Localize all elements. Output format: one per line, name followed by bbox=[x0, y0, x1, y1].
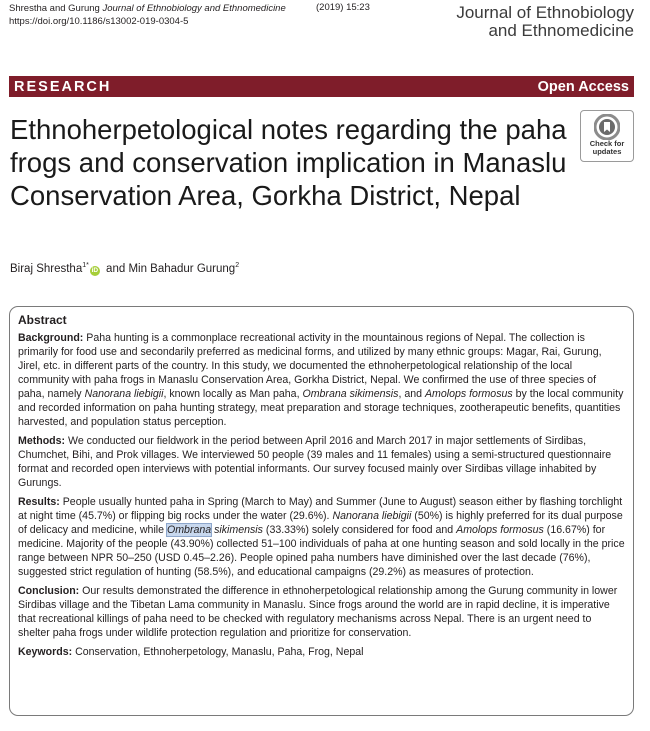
journal-name bbox=[456, 4, 634, 40]
citation-header bbox=[9, 2, 286, 28]
keywords-text: Conservation, Ethnoherpetology, Manaslu, Paha, Frog, Nepal bbox=[72, 646, 364, 658]
species-name: sikimensis bbox=[211, 524, 263, 536]
badge-line1: Check for bbox=[589, 139, 625, 148]
check-for-updates-badge[interactable] bbox=[580, 110, 634, 162]
abstract-background bbox=[18, 331, 625, 429]
journal-name-line1: Journal of Ethnobiology bbox=[456, 3, 634, 22]
species-name: Ombrana sikimensis bbox=[302, 388, 399, 400]
citation-year-volume: (2019) 15:23 bbox=[316, 2, 370, 13]
abstract-keywords bbox=[18, 645, 625, 659]
citation-journal: Journal of Ethnobiology and Ethnomedicine bbox=[102, 3, 286, 14]
species-name: Nanorana liebigii bbox=[84, 388, 164, 400]
author-name[interactable]: Min Bahadur Gurung bbox=[128, 262, 236, 275]
results-text: (50%) is highly preferred for its dual purpose of delicacy and medicine, while bbox=[18, 510, 623, 536]
results-label: Results: bbox=[18, 496, 60, 508]
author-conjunction: and bbox=[102, 262, 129, 275]
section-label: RESEARCH bbox=[14, 78, 112, 95]
keywords-label: Keywords: bbox=[18, 646, 73, 658]
abstract-heading: Abstract bbox=[18, 313, 67, 327]
open-access-label: Open Access bbox=[537, 78, 629, 95]
citation-authors: Shrestha and Gurung bbox=[9, 3, 100, 14]
article-title: Ethnoherpetological notes regarding the paha frogs and conservation implication in Manaslu Conservation Area, Gorkha District, Nepal bbox=[10, 114, 567, 211]
doi-link[interactable]: https://doi.org/10.1186/s13002-019-0304-5 bbox=[9, 16, 189, 27]
conclusion-label: Conclusion: bbox=[18, 585, 80, 597]
highlighted-text-selection[interactable]: Ombrana bbox=[166, 524, 212, 536]
orcid-icon[interactable]: iD bbox=[91, 266, 99, 274]
badge-line2: updates bbox=[592, 147, 622, 156]
results-text: People usually hunted paha in Spring (March to May) and Summer (June to August) season either by flashing torchlight at night time (45.7%) or flipping big rocks under the water (29.6%). bbox=[18, 496, 623, 522]
methods-text: We conducted our fieldwork in the period between April 2016 and March 2017 in major settlements of Sirdibas, Chumchet, Bihi, and Prok villages. We interviewed 50 people (39 males and 11 females) using a semi-structured questionnaire format and recorded open interviews with potential informants. Our survey focused mainly over Sirdibas village inhabited by Gurungs. bbox=[18, 435, 612, 489]
species-name: Amolops formosus bbox=[456, 524, 544, 536]
background-text: Paha hunting is a commonplace recreational activity in the mountainous regions of Nepal. The collection is primarily for food use and secondarily preferred as medicinal forms, and utilized by many ethnic groups: Magar, Rai, Gurung, Jirel, etc. in different parts of the country. In this study, we documented the ethnoherpetological relationship of the local community with paha frogs in Manaslu Conservation Area, Gorkha District, Nepal. We confirmed the use of three species of paha, namely bbox=[18, 332, 602, 400]
check-for-updates-label bbox=[581, 140, 633, 156]
journal-name-line2: and Ethnomedicine bbox=[488, 21, 634, 40]
results-text: (16.67%) for medicine. Majority of the people (43.90%) collected 51–100 individuals of paha at one hunting season and sold locally in the price range between NPR 50–250 (USD 0.45–2.26). People opined paha numbers have diminished over the last decade (76%), suggested strict regulation of hunting (58.5%), and educational campaigns (29.2%) as measures of protection. bbox=[18, 524, 625, 578]
species-name: Amolops formosus bbox=[424, 388, 513, 400]
author-name[interactable]: Biraj Shrestha bbox=[10, 262, 83, 275]
abstract-conclusion bbox=[18, 584, 625, 640]
background-text: , and bbox=[398, 388, 425, 400]
background-text: , known locally as Man paha, bbox=[163, 388, 303, 400]
conclusion-text: Our results demonstrated the difference in ethnoherpetological relationship among the Gurung community in lower Sirdibas village and the Tibetan Lama community in Manaslu. Since frogs around the world are in rapid decline, it is imperative that recreational killings of paha need to be checked with regulatory mechanisms across Nepal. There is an urgent need to shelter paha frogs under wildlife protection regulation and prioritize for conservation. bbox=[18, 585, 618, 639]
background-text: by the local community and recorded information on paha hunting strategy, meat preparation and storage techniques, zootherapeutic benefits, quantities harvested, and population status perception. bbox=[18, 388, 624, 428]
abstract-methods bbox=[18, 434, 625, 490]
author-list bbox=[10, 262, 239, 276]
abstract-box bbox=[9, 306, 634, 716]
author-affiliation: 2 bbox=[235, 262, 240, 269]
background-label: Background: bbox=[18, 332, 84, 344]
author-affiliation: 1* bbox=[82, 262, 89, 269]
species-name: Nanorana liebigii bbox=[332, 510, 412, 522]
abstract-results bbox=[18, 495, 625, 579]
section-band bbox=[9, 76, 634, 97]
results-text: (33.33%) solely considered for food and bbox=[262, 524, 457, 536]
bookmark-icon bbox=[594, 114, 620, 140]
methods-label: Methods: bbox=[18, 435, 66, 447]
